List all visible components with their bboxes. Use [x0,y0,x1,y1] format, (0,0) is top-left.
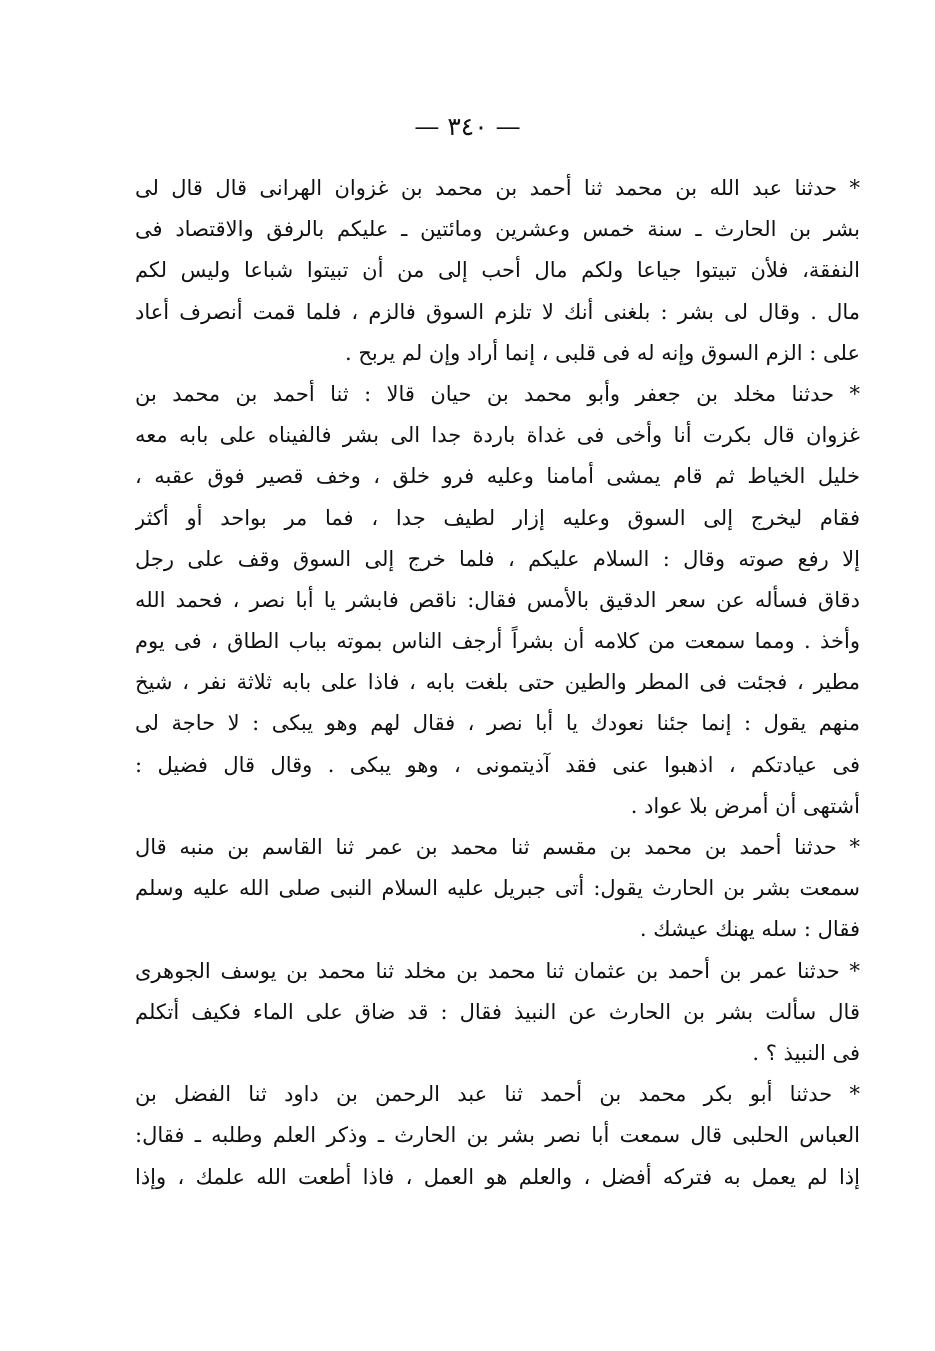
text-line: خليل الخياط ثم قام يمشى أمامنا وعليه فرو خلق ، وخف قصير فوق عقبه ، [135,464,860,489]
text-line: * حدثنا مخلد بن جعفر وأبو محمد بن حيان قالا : ثنا أحمد بن محمد بن [135,381,860,406]
page-body-text [135,168,860,1198]
text-line: وأخذ . ومما سمعت من كلامه أن بشراً أرجف الناس بموته بباب الطاق ، فى يوم [135,629,860,654]
text-line: قال سألت بشر بن الحارث عن النبيذ فقال : قد ضاق على الماء فكيف أتكلم [135,999,860,1024]
text-line: منهم يقول : إنما جئنا نعودك يا أبا نصر ، فقال لهم وهو يبكى : لا حاجة لى [135,711,860,736]
text-line: إذا لم يعمل به فتركه أفضل ، والعلم هو العمل ، فاذا أطعت الله علمك ، وإذا [135,1164,860,1189]
text-line: * حدثنا أبو بكر محمد بن أحمد ثنا عبد الرحمن بن داود ثنا الفضل بن [135,1082,860,1107]
text-line: فقام ليخرج إلى السوق وعليه إزار لطيف جدا ، فما مر بواحد أو أكثر [135,505,860,530]
text-line: سمعت بشر بن الحارث يقول: أتى جبريل عليه السلام النبى صلى الله عليه وسلم [135,876,860,901]
text-line: مال . وقال لى بشر : بلغنى أنك لا تلزم السوق فالزم ، فلما قمت أنصرف أعاد [135,299,860,324]
text-line: * حدثنا عمر بن أحمد بن عثمان ثنا محمد بن مخلد ثنا محمد بن يوسف الجوهرى [135,958,860,983]
text-line: فقال : سله يهنك عيشك . [639,917,860,942]
text-line: فى النبيذ ؟ . [752,1040,860,1065]
text-line: إلا رفع صوته وقال : السلام عليكم ، فلما خرج إلى السوق وقف على رجل [135,546,860,571]
text-line: على : الزم السوق وإنه له فى قلبى ، إنما أراد وإن لم يربح . [345,340,860,365]
text-line: بشر بن الحارث ـ سنة خمس وعشرين ومائتين ـ عليكم بالرفق والاقتصاد فى [135,217,860,242]
text-line: مطير ، فجئت فى المطر والطين حتى بلغت بابه ، فاذا على بابه ثلاثة نفر ، شيخ [135,670,860,695]
text-line: العباس الحلبى قال سمعت أبا نصر بشر بن الحارث ـ وذكر العلم وطلبه ـ فقال: [135,1123,860,1148]
text-line: * حدثنا أحمد بن محمد بن مقسم ثنا محمد بن عمر ثنا القاسم بن منبه قال [135,835,860,859]
text-line: النفقة، فلأن تبيتوا جياعا ولكم مال أحب إلى من أن تبيتوا شباعا وليس لكم [135,258,860,283]
text-line: * حدثنا عبد الله بن محمد ثنا أحمد بن محمد بن غزوان الهرانى قال قال لى [135,176,860,200]
text-line: غزوان قال بكرت أنا وأخى فى غداة باردة جدا الى بشر فالفيناه على بابه معه [135,423,860,448]
page-number: — ٣٤٠ — [414,112,521,141]
text-line: فى عيادتكم ، اذهبوا عنى فقد آذيتمونى ، وهو يبكى . وقال قال فضيل : [135,752,860,777]
text-line: أشتهى أن أمرض بلا عواد . [630,793,860,818]
text-line: دقاق فسأله عن سعر الدقيق بالأمس فقال: ناقص فابشر يا أبا نصر ، فحمد الله [135,587,860,612]
